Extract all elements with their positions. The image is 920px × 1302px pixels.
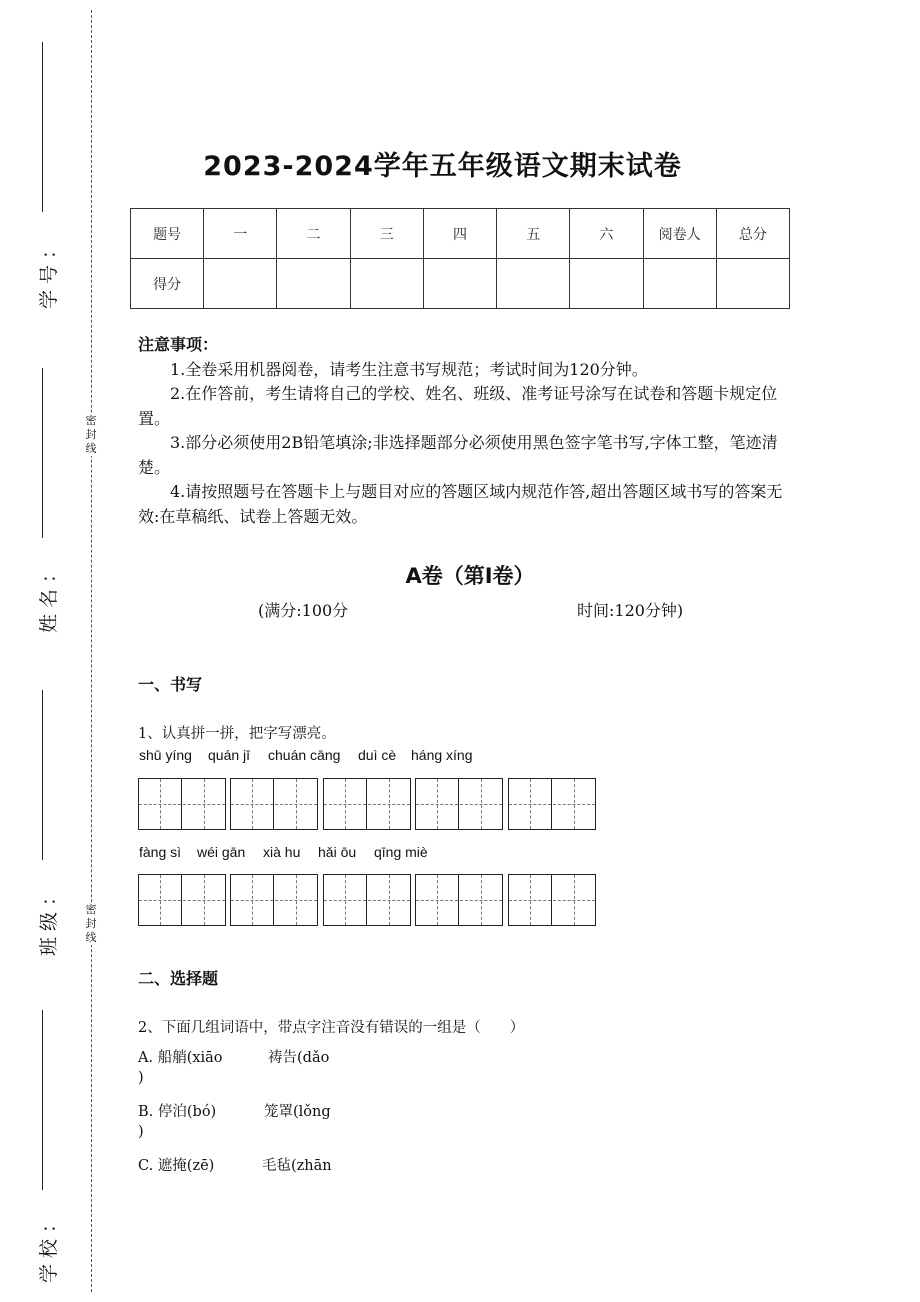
score-row-label: 得分 — [131, 259, 204, 309]
school-label: 学校： — [38, 1207, 61, 1284]
header-cell: 题号 — [131, 209, 204, 259]
pinyin-row-1 — [138, 747, 738, 767]
score-cell — [350, 259, 423, 309]
score-table-header-row — [131, 209, 790, 259]
pinyin-item: chuán cāng — [268, 747, 341, 763]
header-cell: 三 — [350, 209, 423, 259]
binding-dashed-line — [91, 10, 92, 1292]
pinyin-item: fàng sì — [139, 844, 182, 860]
writing-grid-row-1 — [138, 778, 598, 830]
score-cell — [204, 259, 277, 309]
writing-grid[interactable] — [138, 778, 226, 830]
writing-grid[interactable] — [323, 874, 411, 926]
pinyin-item: xià hu — [263, 844, 301, 860]
score-cell — [643, 259, 716, 309]
seal-text-lower: 密 封 线 — [85, 903, 97, 944]
note-item: 1.全卷采用机器阅卷，请考生注意书写规范；考试时间为120分钟。 — [170, 359, 648, 379]
score-table — [130, 208, 790, 309]
header-cell: 六 — [570, 209, 643, 259]
header-cell: 总分 — [716, 209, 789, 259]
score-cell — [277, 259, 350, 309]
exam-title: 2023-2024学年五年级语文期末试卷 — [203, 151, 682, 182]
pinyin-item: hǎi ōu — [318, 844, 357, 860]
writing-grid-row-2 — [138, 874, 598, 926]
section1-title: 一、书写 — [138, 675, 203, 694]
header-cell: 阅卷人 — [643, 209, 716, 259]
option-c: C. 遮掩(zē) — [138, 1158, 215, 1174]
header-cell: 四 — [423, 209, 496, 259]
full-score: (满分:100分 — [258, 601, 349, 620]
question-1: 1、认真拼一拼，把字写漂亮。 — [138, 726, 336, 742]
student-id-label: 学号： — [38, 233, 61, 310]
note-item: 2.在作答前，考生请将自己的学校、姓名、班级、准考证号涂写在试卷和答题卡规定位置。 — [138, 384, 778, 428]
notes-block — [138, 333, 788, 529]
score-cell — [497, 259, 570, 309]
school-line — [42, 1010, 43, 1190]
note-item: 4.请按照题号在答题卡上与题目对应的答题区域内规范作答,超出答题区域书写的答案无效:在草稿纸、试卷上答题无效。 — [138, 482, 783, 526]
pinyin-item: qīng miè — [374, 844, 428, 860]
header-cell: 二 — [277, 209, 350, 259]
writing-grid[interactable] — [415, 778, 503, 830]
writing-grid[interactable] — [508, 778, 596, 830]
pinyin-item: quán jī — [208, 747, 251, 763]
score-cell — [716, 259, 789, 309]
score-cell — [423, 259, 496, 309]
seal-text-upper: 密 封 线 — [85, 414, 97, 455]
option-b: B. 停泊(bó) — [138, 1104, 217, 1120]
option-a-word2: 祷告(dǎo — [268, 1050, 330, 1066]
exam-time: 时间:120分钟) — [577, 601, 684, 620]
question-2: 2、下面几组词语中，带点字注音没有错误的一组是（ ） — [138, 1020, 525, 1036]
writing-grid[interactable] — [508, 874, 596, 926]
writing-grid[interactable] — [230, 778, 318, 830]
option-a-close: ) — [138, 1070, 144, 1086]
student-id-line — [42, 42, 43, 212]
score-cell — [570, 259, 643, 309]
pinyin-item: wéi gān — [197, 844, 246, 860]
name-line — [42, 368, 43, 538]
section2-title: 二、选择题 — [138, 969, 219, 988]
writing-grid[interactable] — [323, 778, 411, 830]
pinyin-item: shū yíng — [139, 747, 192, 763]
note-item: 3.部分必须使用2B铅笔填涂;非选择题部分必须使用黑色签字笔书写,字体工整，笔迹清楚。 — [138, 433, 778, 477]
header-cell: 五 — [497, 209, 570, 259]
name-label: 姓名： — [38, 557, 61, 634]
class-line — [42, 690, 43, 860]
writing-grid[interactable] — [230, 874, 318, 926]
option-b-word2: 笼罩(lǒng — [264, 1104, 331, 1120]
part-a-title: A卷（第Ⅰ卷） — [405, 564, 535, 588]
writing-grid[interactable] — [415, 874, 503, 926]
option-a: A. 船艄(xiāo — [138, 1050, 223, 1066]
pinyin-item: duì cè — [358, 747, 397, 763]
header-cell: 一 — [204, 209, 277, 259]
score-table-score-row — [131, 259, 790, 309]
class-label: 班级： — [38, 880, 61, 957]
option-b-close: ) — [138, 1124, 144, 1140]
pinyin-row-2 — [138, 844, 738, 864]
pinyin-item: háng xíng — [411, 747, 473, 763]
writing-grid[interactable] — [138, 874, 226, 926]
option-c-word2: 毛毡(zhān — [262, 1158, 332, 1174]
notes-heading: 注意事项： — [138, 335, 219, 354]
